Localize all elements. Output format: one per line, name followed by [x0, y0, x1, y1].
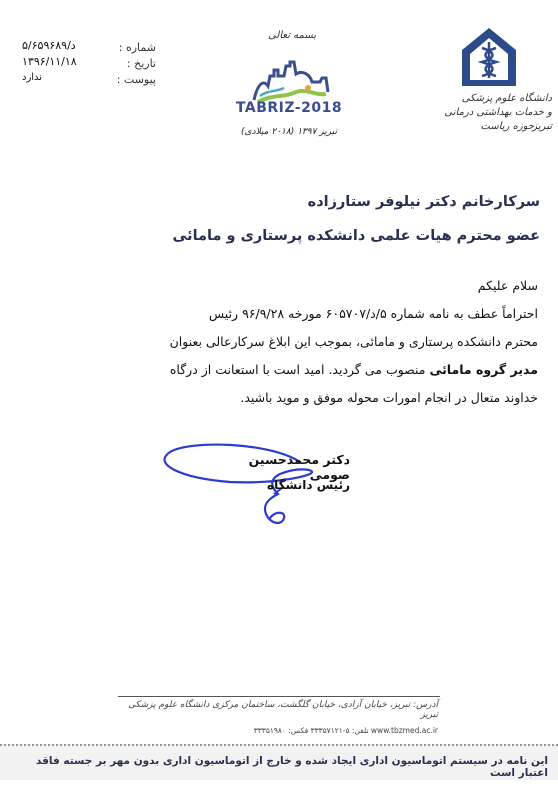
body-line-4: خداوند متعال در انجام امورات محوله موفق و موید باشید. — [240, 390, 538, 405]
letter-number-label: شماره : — [118, 41, 156, 54]
footer-divider — [118, 696, 440, 697]
besmellah-heading: بسمه تعالی — [267, 30, 317, 41]
letter-meta-values — [22, 38, 104, 86]
recipient-block — [20, 185, 540, 253]
letter-number-value: ۵/د/۶۵۹۶۸۹ — [22, 39, 76, 52]
body-line-1: احتراماً عطف به نامه شماره ۵/د/۶۰۵۷۰۷ مورخه ۹۶/۹/۲۸ رئیس — [208, 306, 538, 321]
footer-address: آدرس: تبریز، خیابان آزادی، خیابان گلگشت، ساختمان مرکزی دانشگاه علوم پزشکی تبریز — [128, 700, 438, 720]
tabriz-2018-logo — [224, 52, 354, 134]
body-line-3 — [30, 356, 538, 384]
university-name-line1: دانشگاه علوم پزشکی — [461, 93, 552, 104]
letter-date-label: تاریخ : — [126, 57, 156, 70]
letter-attachment-label: پیوست : — [116, 73, 156, 86]
recipient-position: عضو محترم هیات علمی دانشکده پرستاری و مامائی — [172, 228, 540, 244]
signatory-name: دکتر محمدحسین صومی — [248, 452, 350, 482]
appointed-role: مدیر گروه مامائی — [429, 362, 538, 377]
automation-notice: این نامه در سیستم اتوماسیون اداری ایجاد شده و خارج از اتوماسیون اداری بدون مهر بر جسته فاقد اعتبار است — [35, 755, 548, 779]
tabriz-2018-title: TABRIZ-2018 — [235, 100, 343, 116]
body-line-3-rest: منصوب می گردید. امید است با استعانت از درگاه — [169, 362, 430, 377]
letter-meta-labels — [110, 40, 156, 88]
signatory-title: رئیس دانشگاه — [266, 478, 350, 492]
body-line-2: محترم دانشکده پرستاری و مامائی، بموجب این ابلاغ سرکارعالی بعنوان — [169, 334, 538, 349]
university-emblem-logo — [458, 24, 520, 90]
recipient-name: سرکارخانم دکتر نیلوفر ستارزاده — [307, 194, 540, 210]
letter-body — [30, 272, 538, 412]
university-name-block — [430, 92, 552, 134]
footer-contact: www.tbzmed.ac.ir تلفن: ۵-۳۳۳۵۷۱۲۱ فکس: ۳۳۳۵۱۹۸۰ — [253, 726, 438, 735]
letter-attachment-value: ندارد — [22, 72, 43, 83]
letter-date-value: ۱۳۹۶/۱۱/۱۸ — [22, 55, 77, 68]
tabriz-2018-caption: تبریز ۱۳۹۷ (۲۰۱۸ میلادی) — [241, 127, 337, 137]
university-office-line: حوزه ریاست — [480, 121, 534, 132]
university-name-line2: و خدمات بهداشتی درمانی تبریز — [444, 107, 552, 132]
greeting: سلام علیکم — [477, 278, 538, 293]
